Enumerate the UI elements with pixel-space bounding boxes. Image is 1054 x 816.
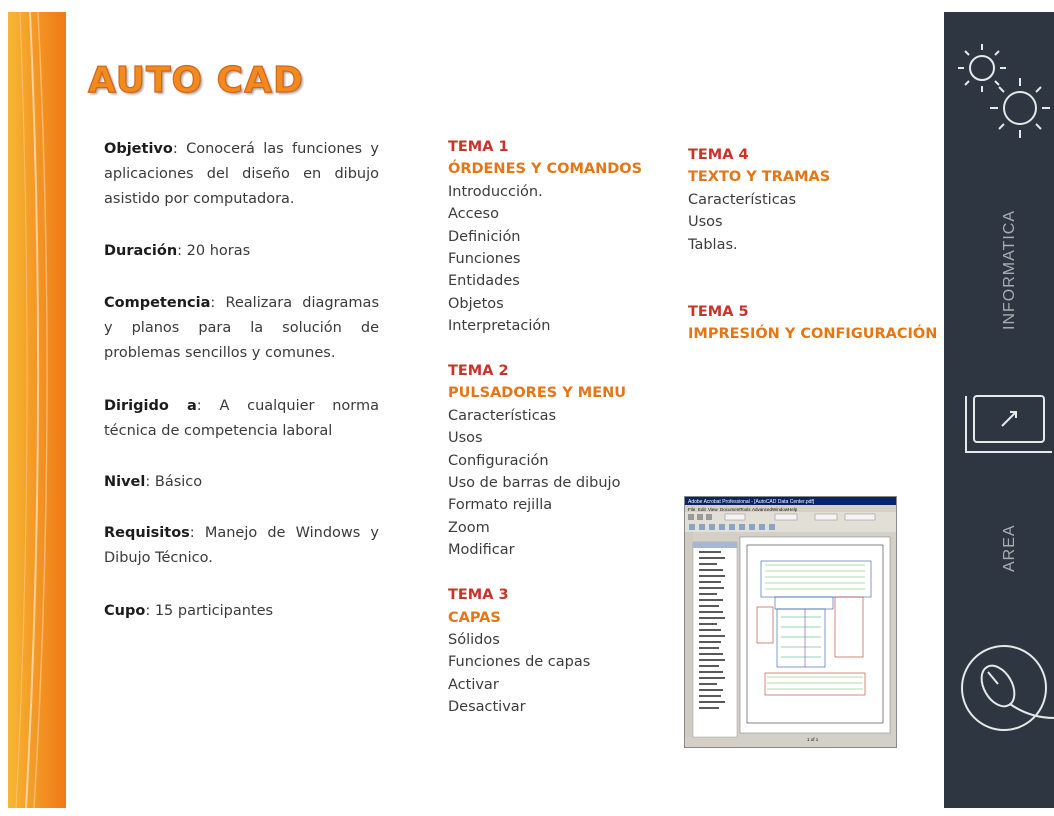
info-value: Básico <box>154 474 203 490</box>
right-side-panel <box>944 12 1054 808</box>
menu-file[interactable]: File <box>688 507 696 512</box>
laptop-icon <box>944 384 1054 474</box>
menu-edit[interactable]: Edit <box>698 507 706 512</box>
list-item: Uso de barras de dibujo <box>448 475 621 492</box>
side-label-area: AREA <box>1001 524 1018 572</box>
info-value: Realizara diagramas y planos para la solución de problemas sencillos y comunes. <box>104 295 379 361</box>
tema-title: TEMA 5 <box>688 303 749 320</box>
list-item: Formato rejilla <box>448 497 553 514</box>
tema-subtitle: PULSADORES Y MENU <box>448 385 627 402</box>
list-item: Sólidos <box>448 631 500 648</box>
page-indicator: 1 of 1 <box>807 737 819 742</box>
temas-column-1 <box>448 136 642 719</box>
tema-title: TEMA 4 <box>688 147 749 163</box>
info-label: Dirigido a <box>104 398 197 414</box>
list-item: Tablas. <box>688 236 738 253</box>
list-item: Introducción. <box>448 183 543 200</box>
tema-subtitle: TEXTO Y TRAMAS <box>688 169 831 186</box>
list-item: Usos <box>688 214 723 231</box>
gear-icon <box>944 32 1054 162</box>
info-label: Nivel <box>104 474 146 490</box>
list-item: Activar <box>448 676 499 693</box>
info-competencia: Competencia: Realizara diagramas y planos para la solución de problemas sencillos y comunes. <box>104 295 379 361</box>
tema-title: TEMA 2 <box>448 363 509 380</box>
list-item: Usos <box>448 430 483 447</box>
list-item: Modificar <box>448 542 515 559</box>
list-item: Acceso <box>448 206 499 223</box>
list-item: Características <box>688 191 797 208</box>
autocad-screenshot <box>684 496 897 748</box>
list-item: Funciones de capas <box>448 654 591 671</box>
info-objetivo: Objetivo: Conocerá las funciones y aplicaciones del diseño en dibujo asistido por computadora. <box>104 141 380 207</box>
menu-document[interactable]: Document <box>720 507 741 512</box>
page-title: AUTO CAD <box>88 60 304 101</box>
list-item: Características <box>448 407 557 424</box>
list-item: Desactivar <box>448 699 526 716</box>
menu-advanced[interactable]: Advanced <box>752 507 773 512</box>
info-label: Duración <box>104 243 178 259</box>
info-label: Objetivo <box>104 141 173 157</box>
list-item: Configuración <box>448 452 549 469</box>
menu-view[interactable]: View <box>708 507 718 512</box>
menu-tools[interactable]: Tools <box>740 507 751 512</box>
info-label: Competencia <box>104 295 211 311</box>
info-label: Cupo <box>104 603 146 619</box>
temas-column-2 <box>688 144 937 346</box>
list-item: Zoom <box>448 519 490 536</box>
tema-title: TEMA 3 <box>448 587 509 604</box>
info-value: 20 horas <box>186 243 251 259</box>
info-value: 15 participantes <box>154 603 274 619</box>
menu-help[interactable]: Help <box>788 507 798 512</box>
list-item: Definición <box>448 228 521 245</box>
info-cupo: Cupo: 15 participantes <box>104 603 274 619</box>
mouse-icon <box>944 642 1054 742</box>
info-requisitos: Requisitos: Manejo de Windows y Dibujo Técnico. <box>104 525 380 566</box>
info-duracion: Duración: 20 horas <box>104 243 251 259</box>
list-item: Objetos <box>448 295 504 312</box>
info-value: Conocerá las funciones y aplicaciones del diseño en dibujo asistido por computadora. <box>104 141 380 207</box>
decorative-orange-bar <box>8 12 66 808</box>
info-dirigido: Dirigido a: A cualquier norma técnica de competencia laboral <box>104 398 380 439</box>
list-item: Interpretación <box>448 318 551 335</box>
info-label: Requisitos <box>104 525 190 541</box>
window-title: Adobe Acrobat Professional - [AutoCAD Data Center.pdf] <box>688 499 815 505</box>
list-item: Entidades <box>448 273 520 290</box>
info-nivel: Nivel: Básico <box>104 474 203 490</box>
list-item: Funciones <box>448 251 521 268</box>
info-value: A cualquier norma técnica de competencia laboral <box>104 398 380 439</box>
menu-window[interactable]: Window <box>772 507 789 512</box>
tema-title: TEMA 1 <box>448 139 509 155</box>
info-value: Manejo de Windows y Dibujo Técnico. <box>104 525 380 566</box>
side-label-informatica: INFORMATICA <box>1001 209 1018 330</box>
tema-subtitle: IMPRESIÓN Y CONFIGURACIÓN <box>688 326 938 343</box>
tema-subtitle: ÓRDENES Y COMANDOS <box>448 161 643 178</box>
tema-subtitle: CAPAS <box>448 609 501 626</box>
